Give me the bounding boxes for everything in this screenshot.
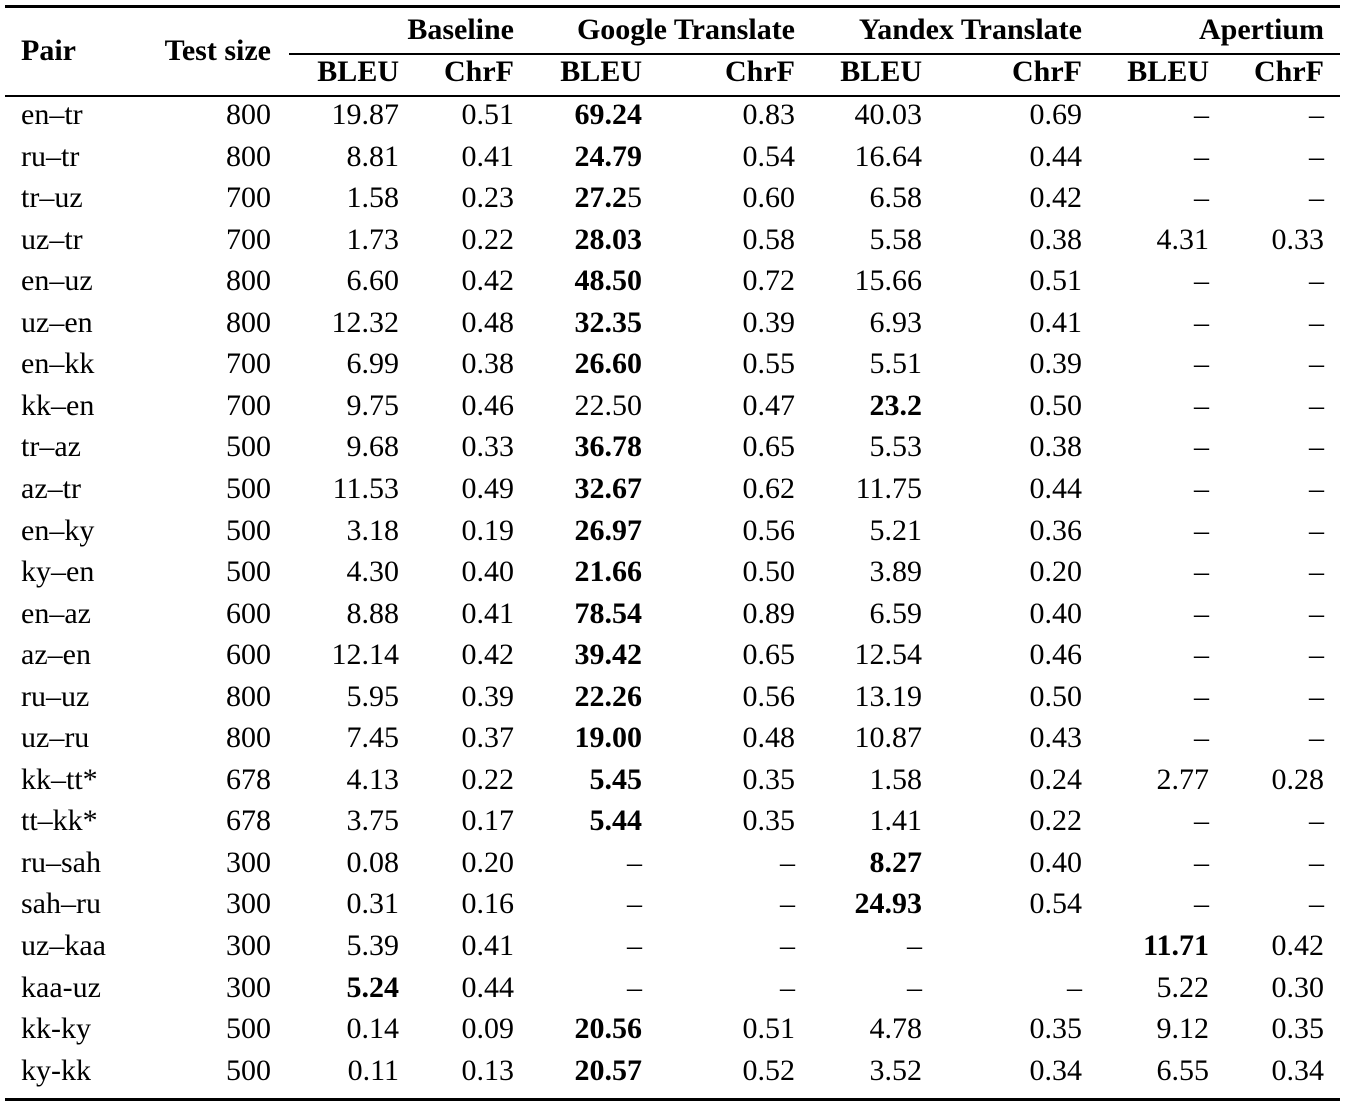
cell-chrf: – (1309, 597, 1324, 630)
cell-bleu: 10.87 (854, 721, 922, 754)
cell-bleu (532, 139, 642, 175)
cell-bleu: – (1194, 472, 1209, 505)
cell-test-size: 300 (226, 846, 271, 879)
cell-bleu (532, 1011, 642, 1047)
cell-chrf: 0.41 (1029, 306, 1082, 339)
cell-bleu: 9.12 (1156, 1012, 1209, 1045)
cell-bleu: – (1194, 804, 1209, 837)
cell-chrf: – (1309, 555, 1324, 588)
cell-chrf: – (780, 929, 795, 962)
cell-chrf: 0.38 (1029, 430, 1082, 463)
cell-bleu: – (907, 929, 922, 962)
cell-chrf: 0.65 (742, 430, 795, 463)
best-score: 26.60 (574, 347, 642, 380)
cell-chrf: 0.58 (742, 223, 795, 256)
cell-bleu: 19.87 (331, 98, 399, 131)
cell-pair: ky–en (21, 555, 95, 588)
cell-bleu: 3.52 (869, 1054, 922, 1087)
cell-test-size: 300 (226, 971, 271, 1004)
cell-chrf: 0.83 (742, 98, 795, 131)
cell-bleu: 13.19 (854, 680, 922, 713)
cell-chrf: 0.50 (1029, 680, 1082, 713)
cell-test-size: 678 (226, 804, 271, 837)
cell-chrf: – (1309, 721, 1324, 754)
cell-chrf: 0.16 (461, 887, 514, 920)
cell-bleu (532, 1053, 642, 1089)
cell-pair: kk–tt* (21, 763, 98, 796)
cell-test-size: 800 (226, 264, 271, 297)
cell-chrf: 0.40 (1029, 597, 1082, 630)
cell-chrf: 0.51 (742, 1012, 795, 1045)
cell-chrf: – (1309, 347, 1324, 380)
cell-chrf: 0.39 (742, 306, 795, 339)
cell-bleu: 4.78 (869, 1012, 922, 1045)
cell-chrf: 0.19 (461, 514, 514, 547)
cell-chrf: – (1309, 846, 1324, 879)
cell-chrf: – (1309, 638, 1324, 671)
cell-bleu: – (627, 846, 642, 879)
cell-pair: ru–uz (21, 680, 90, 713)
cell-bleu: 6.93 (869, 306, 922, 339)
best-score: 20.56 (574, 1012, 642, 1045)
cell-bleu (532, 762, 642, 798)
cell-pair: az–tr (21, 472, 81, 505)
cell-chrf: 0.46 (461, 389, 514, 422)
cell-chrf: 0.39 (1029, 347, 1082, 380)
best-score: 8.27 (869, 846, 922, 879)
cell-bleu: – (1194, 264, 1209, 297)
cell-bleu: 1.58 (346, 181, 399, 214)
cell-chrf: 0.44 (461, 971, 514, 1004)
cell-test-size: 800 (226, 721, 271, 754)
cell-bleu: 3.75 (346, 804, 399, 837)
cell-chrf: 0.42 (461, 638, 514, 671)
cell-bleu (532, 513, 642, 549)
cell-chrf: 0.28 (1271, 763, 1324, 796)
cell-bleu: 6.58 (869, 181, 922, 214)
cell-chrf: 0.50 (1029, 389, 1082, 422)
cell-chrf: – (1309, 804, 1324, 837)
cell-test-size: 300 (226, 887, 271, 920)
cell-bleu: – (1194, 721, 1209, 754)
best-score: 36.78 (574, 430, 642, 463)
cell-chrf: 0.34 (1029, 1054, 1082, 1087)
cell-bleu: 5.21 (869, 514, 922, 547)
cell-bleu (532, 346, 642, 382)
cell-test-size: 800 (226, 98, 271, 131)
cell-bleu: 9.68 (346, 430, 399, 463)
cell-chrf: 0.41 (461, 140, 514, 173)
cell-bleu (532, 596, 642, 632)
cell-bleu: 4.31 (1156, 223, 1209, 256)
best-score: 20.57 (574, 1054, 642, 1087)
cell-chrf: 0.44 (1029, 140, 1082, 173)
best-score: 32.67 (574, 472, 642, 505)
cell-chrf: 0.37 (461, 721, 514, 754)
best-score: 5.24 (346, 971, 399, 1004)
cell-pair: ru–sah (21, 846, 101, 879)
cell-bleu: 5.58 (869, 223, 922, 256)
cell-test-size: 800 (226, 680, 271, 713)
subheader-chrf: ChrF (1012, 55, 1082, 88)
cell-pair: uz–tr (21, 223, 83, 256)
cell-bleu: 7.45 (346, 721, 399, 754)
cell-bleu: 12.32 (331, 306, 399, 339)
cell-chrf: 0.38 (1029, 223, 1082, 256)
best-score: 11.71 (1143, 929, 1209, 962)
header-test-size: Test size (164, 34, 271, 67)
header-group-baseline: Baseline (407, 13, 514, 46)
cell-chrf: – (1309, 514, 1324, 547)
cell-chrf: – (1309, 264, 1324, 297)
cell-pair: az–en (21, 638, 91, 671)
cell-chrf: 0.20 (1029, 555, 1082, 588)
cell-chrf: 0.35 (742, 763, 795, 796)
cell-bleu (289, 970, 399, 1006)
cell-chrf: 0.22 (461, 223, 514, 256)
cell-bleu: – (1194, 181, 1209, 214)
best-score: 69.24 (574, 98, 642, 131)
cell-chrf: 0.56 (742, 680, 795, 713)
cell-chrf: – (1309, 430, 1324, 463)
best-score: 78.54 (574, 597, 642, 630)
cell-chrf: 0.22 (1029, 804, 1082, 837)
cell-chrf: – (1309, 472, 1324, 505)
header-group-google: Google Translate (576, 13, 795, 46)
cell-chrf: 0.22 (461, 763, 514, 796)
subheader-chrf: ChrF (725, 55, 795, 88)
cell-chrf: – (1309, 98, 1324, 131)
cell-bleu: 16.64 (854, 140, 922, 173)
cell-test-size: 500 (226, 472, 271, 505)
cell-test-size: 500 (226, 555, 271, 588)
cell-chrf: – (780, 887, 795, 920)
cell-chrf: 0.72 (742, 264, 795, 297)
cell-chrf: 0.17 (461, 804, 514, 837)
cell-bleu: – (1194, 98, 1209, 131)
cell-bleu: 0.14 (346, 1012, 399, 1045)
cell-chrf: 0.60 (742, 181, 795, 214)
cell-pair: uz–ru (21, 721, 90, 754)
cell-chrf: 0.54 (1029, 887, 1082, 920)
best-score: 23.2 (869, 389, 922, 422)
cell-chrf: 0.33 (461, 430, 514, 463)
cell-bleu: 5.22 (1156, 971, 1209, 1004)
best-score: 5.44 (589, 804, 642, 837)
cell-pair: ky-kk (21, 1054, 91, 1087)
cell-bleu (532, 429, 642, 465)
cell-bleu: 5.53 (869, 430, 922, 463)
cell-pair: en–kk (21, 347, 95, 380)
cell-chrf: – (1309, 306, 1324, 339)
cell-pair: en–uz (21, 264, 93, 297)
cell-pair: tr–az (21, 430, 81, 463)
cell-test-size: 700 (226, 181, 271, 214)
cell-chrf: 0.52 (742, 1054, 795, 1087)
cell-bleu: – (1194, 389, 1209, 422)
subheader-chrf: ChrF (444, 55, 514, 88)
cell-bleu (532, 720, 642, 756)
cell-bleu (1099, 928, 1209, 964)
cell-bleu: – (627, 929, 642, 962)
cell-chrf: – (1309, 140, 1324, 173)
cell-bleu: 8.88 (346, 597, 399, 630)
cell-chrf: 0.36 (1029, 514, 1082, 547)
cell-pair: kk-ky (21, 1012, 91, 1045)
cell-bleu (812, 388, 922, 424)
cell-chrf: 0.39 (461, 680, 514, 713)
subheader-bleu: BLEU (317, 55, 399, 88)
cell-pair: ru–tr (21, 140, 80, 173)
cell-bleu: 0.31 (346, 887, 399, 920)
best-score: 22.26 (574, 680, 642, 713)
cell-chrf: 0.33 (1271, 223, 1324, 256)
subheader-bleu: BLEU (840, 55, 922, 88)
cell-bleu: 5.95 (346, 680, 399, 713)
cell-bleu: 6.99 (346, 347, 399, 380)
cell-test-size: 500 (226, 430, 271, 463)
cell-bleu: 5.51 (869, 347, 922, 380)
cell-pair: uz–kaa (21, 929, 106, 962)
cell-chrf: 0.49 (461, 472, 514, 505)
cell-bleu (812, 886, 922, 922)
cell-bleu (532, 305, 642, 341)
cell-bleu (532, 637, 642, 673)
cell-bleu: – (1194, 638, 1209, 671)
cell-bleu: 1.41 (869, 804, 922, 837)
bottom-rule (5, 1098, 1340, 1101)
cell-pair: kaa-uz (21, 971, 101, 1004)
cell-bleu: 0.08 (346, 846, 399, 879)
cell-chrf: 0.54 (742, 140, 795, 173)
cell-chrf: 0.42 (1271, 929, 1324, 962)
cell-bleu: 12.54 (854, 638, 922, 671)
cell-chrf: 0.38 (461, 347, 514, 380)
subheader-bleu: BLEU (560, 55, 642, 88)
cell-pair: en–ky (21, 514, 95, 547)
best-score: 28.03 (574, 223, 642, 256)
cell-chrf: 0.34 (1271, 1054, 1324, 1087)
cell-chrf: 0.69 (1029, 98, 1082, 131)
cell-chrf: 0.40 (461, 555, 514, 588)
cell-bleu: – (907, 971, 922, 1004)
cell-pair: en–tr (21, 98, 83, 131)
cell-chrf: – (1309, 181, 1324, 214)
cell-bleu: – (1194, 887, 1209, 920)
subheader-bleu: BLEU (1127, 55, 1209, 88)
cell-chrf: 0.65 (742, 638, 795, 671)
cell-chrf: 0.51 (461, 98, 514, 131)
cell-bleu: 22.50 (574, 389, 642, 422)
cell-test-size: 500 (226, 514, 271, 547)
cell-chrf: 0.35 (742, 804, 795, 837)
cell-bleu: 5.39 (346, 929, 399, 962)
cell-chrf: 0.41 (461, 597, 514, 630)
cell-test-size: 678 (226, 763, 271, 796)
score-tail: 5 (627, 181, 642, 214)
best-score: 26.97 (574, 514, 642, 547)
cell-bleu: – (1194, 846, 1209, 879)
cell-chrf: 0.35 (1271, 1012, 1324, 1045)
cell-chrf: 0.51 (1029, 264, 1082, 297)
cell-chrf: 0.44 (1029, 472, 1082, 505)
cell-bleu: – (1194, 430, 1209, 463)
cell-chrf: 0.56 (742, 514, 795, 547)
cell-chrf: – (1067, 971, 1082, 1004)
cell-pair: kk–en (21, 389, 95, 422)
cell-chrf: 0.48 (461, 306, 514, 339)
cell-bleu: – (1194, 140, 1209, 173)
cell-chrf: 0.50 (742, 555, 795, 588)
cell-chrf: 0.89 (742, 597, 795, 630)
cell-chrf: 0.20 (461, 846, 514, 879)
cell-bleu: 0.11 (347, 1054, 399, 1087)
header-group-yandex: Yandex Translate (858, 13, 1082, 46)
cell-test-size: 700 (226, 389, 271, 422)
cell-bleu: – (627, 887, 642, 920)
cell-chrf: 0.41 (461, 929, 514, 962)
cell-bleu (532, 180, 642, 216)
cell-chrf: 0.13 (461, 1054, 514, 1087)
cell-chrf: 0.42 (461, 264, 514, 297)
cell-test-size: 600 (226, 597, 271, 630)
cell-bleu: 3.18 (346, 514, 399, 547)
cell-chrf: – (1309, 389, 1324, 422)
best-score: 48.50 (574, 264, 642, 297)
best-score: 27.2 (574, 181, 627, 214)
header-pair: Pair (21, 34, 76, 67)
cell-bleu (812, 845, 922, 881)
cell-bleu: 3.89 (869, 555, 922, 588)
best-score: 39.42 (574, 638, 642, 671)
cell-chrf: 0.30 (1271, 971, 1324, 1004)
cell-chrf: 0.55 (742, 347, 795, 380)
cell-bleu: 40.03 (854, 98, 922, 131)
cell-test-size: 500 (226, 1054, 271, 1087)
cell-test-size: 800 (226, 140, 271, 173)
best-score: 5.45 (589, 763, 642, 796)
subheader-chrf: ChrF (1254, 55, 1324, 88)
cell-bleu: 6.55 (1156, 1054, 1209, 1087)
cell-chrf: – (1309, 887, 1324, 920)
cell-bleu (532, 554, 642, 590)
cell-chrf: 0.24 (1029, 763, 1082, 796)
cell-chrf: 0.43 (1029, 721, 1082, 754)
header-group-apertium: Apertium (1199, 13, 1324, 46)
cell-bleu: 11.53 (332, 472, 399, 505)
cell-bleu (532, 222, 642, 258)
cell-bleu: 9.75 (346, 389, 399, 422)
cell-chrf: – (780, 971, 795, 1004)
top-rule (5, 5, 1340, 8)
cell-bleu (532, 471, 642, 507)
best-score: 24.93 (854, 887, 922, 920)
cell-chrf: 0.09 (461, 1012, 514, 1045)
cell-bleu: 6.60 (346, 264, 399, 297)
cell-test-size: 300 (226, 929, 271, 962)
best-score: 19.00 (574, 721, 642, 754)
cell-pair: uz–en (21, 306, 93, 339)
cell-chrf: 0.40 (1029, 846, 1082, 879)
cell-bleu: 1.73 (346, 223, 399, 256)
cell-pair: tr–uz (21, 181, 83, 214)
cell-bleu: – (627, 971, 642, 1004)
cell-bleu: 4.30 (346, 555, 399, 588)
cell-bleu: – (1194, 680, 1209, 713)
best-score: 24.79 (574, 140, 642, 173)
cell-bleu: 4.13 (346, 763, 399, 796)
cell-pair: tt–kk* (21, 804, 98, 837)
cell-chrf: 0.62 (742, 472, 795, 505)
cell-bleu: 15.66 (854, 264, 922, 297)
cell-bleu: – (1194, 555, 1209, 588)
cell-test-size: 700 (226, 223, 271, 256)
cell-chrf: – (780, 846, 795, 879)
cell-bleu (532, 803, 642, 839)
cell-bleu (532, 263, 642, 299)
cell-pair: sah–ru (21, 887, 101, 920)
cell-bleu: – (1194, 514, 1209, 547)
best-score: 21.66 (574, 555, 642, 588)
cell-bleu: 2.77 (1156, 763, 1209, 796)
cell-bleu: 11.75 (855, 472, 922, 505)
cell-chrf: 0.47 (742, 389, 795, 422)
cell-bleu: – (1194, 306, 1209, 339)
cell-chrf: 0.46 (1029, 638, 1082, 671)
cell-chrf: 0.42 (1029, 181, 1082, 214)
cell-chrf: 0.23 (461, 181, 514, 214)
cell-pair: en–az (21, 597, 91, 630)
cell-bleu (532, 97, 642, 133)
cell-bleu: – (1194, 347, 1209, 380)
cell-bleu: 1.58 (869, 763, 922, 796)
cell-chrf: 0.35 (1029, 1012, 1082, 1045)
cell-test-size: 700 (226, 347, 271, 380)
cell-bleu: – (1194, 597, 1209, 630)
cell-test-size: 800 (226, 306, 271, 339)
best-score: 32.35 (574, 306, 642, 339)
cell-chrf: – (1309, 680, 1324, 713)
cell-chrf: 0.48 (742, 721, 795, 754)
cell-bleu (532, 679, 642, 715)
cell-test-size: 600 (226, 638, 271, 671)
cell-bleu: 12.14 (331, 638, 399, 671)
cell-bleu: 6.59 (869, 597, 922, 630)
cell-bleu: 8.81 (346, 140, 399, 173)
cell-test-size: 500 (226, 1012, 271, 1045)
